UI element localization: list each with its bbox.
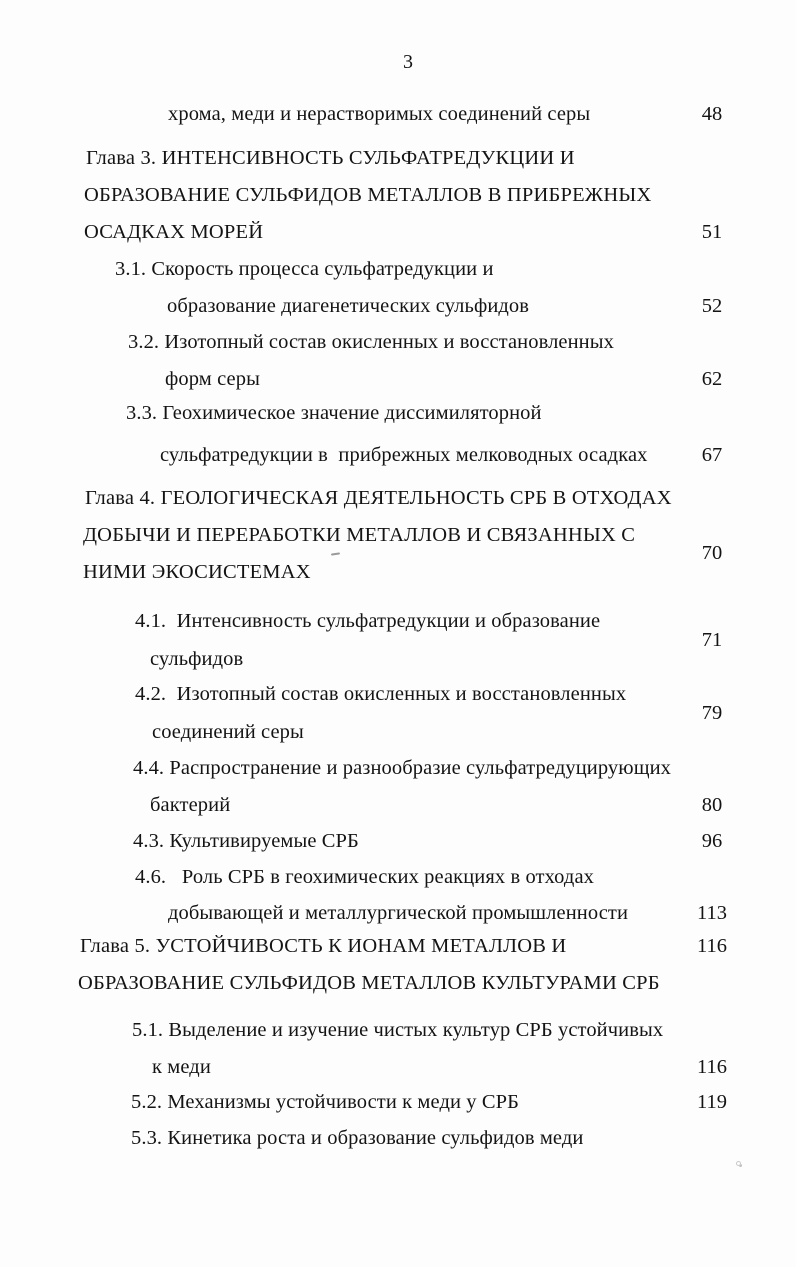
toc-entry-4-6: 4.6. Роль СРБ в геохимических реакциях в отходах (135, 866, 594, 888)
toc-page-number: 71 (701, 629, 723, 651)
toc-chapter-3-line-3: ОСАДКАХ МОРЕЙ (84, 221, 264, 243)
toc-entry-5-3: 5.3. Кинетика роста и образование сульфидов меди (131, 1127, 584, 1149)
toc-page-number: 70 (701, 542, 723, 564)
scan-artifact-dot (736, 1161, 741, 1166)
toc-entry-4-4-cont: бактерий (150, 794, 231, 816)
toc-page-number: 96 (701, 830, 723, 852)
toc-entry-5-1: 5.1. Выделение и изучение чистых культур СРБ устойчивых (132, 1019, 664, 1041)
toc-entry-4-6-cont: добывающей и металлургической промышленности (168, 902, 629, 924)
toc-entry-4-2: 4.2. Изотопный состав окисленных и восстановленных (135, 683, 627, 705)
toc-page-number: 67 (701, 444, 723, 466)
toc-page-number: 48 (701, 103, 723, 125)
toc-entry-4-1-cont: сульфидов (150, 648, 244, 670)
toc-entry-3-3: 3.3. Геохимическое значение диссимиляторной (126, 402, 542, 424)
toc-chapter-4-line-2: ДОБЫЧИ И ПЕРЕРАБОТКИ МЕТАЛЛОВ И СВЯЗАННЫХ С (83, 524, 636, 546)
toc-page-number: 80 (701, 794, 723, 816)
toc-entry-3-2-cont: форм серы (165, 368, 260, 390)
toc-page-number: 62 (701, 368, 723, 390)
toc-page-number: 79 (701, 702, 723, 724)
toc-chapter-5-line-2: ОБРАЗОВАНИЕ СУЛЬФИДОВ МЕТАЛЛОВ КУЛЬТУРАМИ СРБ (78, 972, 660, 994)
scan-artifact-dash (331, 552, 340, 555)
toc-page-number: 116 (697, 935, 727, 957)
toc-entry-3-3-cont: сульфатредукции в прибрежных мелководных осадках (160, 444, 648, 466)
toc-entry-4-3: 4.3. Культивируемые СРБ (133, 830, 359, 852)
toc-entry: хрома, меди и нерастворимых соединений серы (168, 103, 591, 125)
toc-entry-5-2: 5.2. Механизмы устойчивости к меди у СРБ (131, 1091, 519, 1113)
toc-entry-4-1: 4.1. Интенсивность сульфатредукции и образование (135, 610, 601, 632)
toc-chapter-3-line-1: Глава 3. ИНТЕНСИВНОСТЬ СУЛЬФАТРЕДУКЦИИ И (86, 147, 575, 169)
page-folio: 3 (403, 51, 413, 73)
toc-page-number: 119 (697, 1091, 727, 1113)
toc-chapter-4-line-3: НИМИ ЭКОСИСТЕМАХ (83, 561, 311, 583)
toc-chapter-4-line-1: Глава 4. ГЕОЛОГИЧЕСКАЯ ДЕЯТЕЛЬНОСТЬ СРБ В ОТХОДАХ (85, 487, 672, 509)
toc-page-number: 52 (701, 295, 723, 317)
toc-entry-5-1-cont: к меди (152, 1056, 211, 1078)
toc-entry-3-1: 3.1. Скорость процесса сульфатредукции и (115, 258, 494, 280)
toc-entry-4-2-cont: соединений серы (152, 721, 304, 743)
toc-page-number: 51 (701, 221, 723, 243)
toc-chapter-3-line-2: ОБРАЗОВАНИЕ СУЛЬФИДОВ МЕТАЛЛОВ В ПРИБРЕЖНЫХ (84, 184, 652, 206)
toc-entry-3-1-cont: образование диагенетических сульфидов (167, 295, 530, 317)
toc-page-number: 113 (697, 902, 727, 924)
toc-entry-4-4: 4.4. Распространение и разнообразие сульфатредуцирующих (133, 757, 671, 779)
toc-page-number: 116 (697, 1056, 727, 1078)
toc-entry-3-2: 3.2. Изотопный состав окисленных и восстановленных (128, 331, 614, 353)
toc-chapter-5-line-1: Глава 5. УСТОЙЧИВОСТЬ К ИОНАМ МЕТАЛЛОВ И (80, 935, 567, 957)
